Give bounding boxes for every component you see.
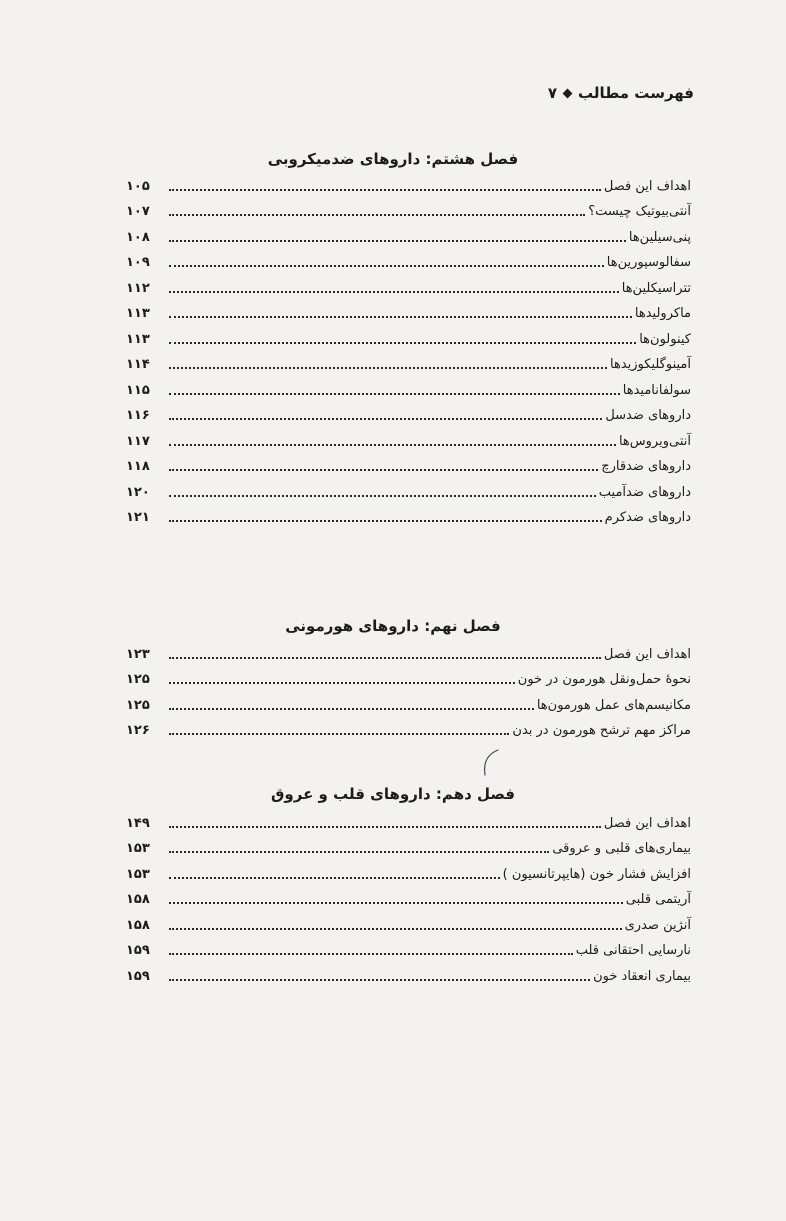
dot-leader <box>169 342 636 344</box>
entry-title: اهداف این فصل <box>603 815 691 831</box>
toc-entry <box>126 399 691 425</box>
dot-leader <box>169 682 515 684</box>
toc-entry <box>126 714 691 740</box>
chapter-title: فصل دهم: داروهای قلب و عروق <box>271 785 515 803</box>
toc-entry <box>126 637 691 663</box>
entry-title: مکانیسم‌های عمل هورمون‌ها <box>536 697 691 713</box>
entry-page-number: ۱۵۳ <box>126 866 150 882</box>
entry-page-number: ۱۰۵ <box>126 178 150 194</box>
dot-leader <box>169 928 622 930</box>
dot-leader <box>169 826 601 828</box>
chapter-title: فصل هشتم: داروهای ضدمیکروبی <box>267 150 519 168</box>
entry-page-number: ۱۱۳ <box>126 306 150 321</box>
dot-leader <box>169 189 601 191</box>
entry-page-number: ۱۲۵ <box>126 672 150 687</box>
entry-title: آریتمی قلبی <box>625 892 691 907</box>
entry-title: افزایش فشار خون (هایپرتانسیون ) <box>502 866 691 882</box>
toc-entry <box>126 424 691 450</box>
entry-page-number: ۱۴۹ <box>126 815 150 831</box>
toc-entry <box>126 322 691 348</box>
toc-entry <box>126 450 691 476</box>
toc-list <box>126 637 691 739</box>
entry-page-number: ۱۵۹ <box>126 943 150 958</box>
entry-page-number: ۱۰۷ <box>126 204 150 219</box>
dot-leader <box>169 418 602 420</box>
toc-entry <box>126 959 691 985</box>
toc-entry <box>126 857 691 883</box>
toc-entry <box>126 195 691 221</box>
dot-leader <box>169 851 549 853</box>
toc-entry <box>126 832 691 858</box>
entry-page-number: ۱۲۵ <box>126 697 150 713</box>
diamond-icon <box>563 89 573 99</box>
dot-leader <box>169 291 619 293</box>
entry-page-number: ۱۵۸ <box>126 917 150 933</box>
chapter-title: فصل نهم: داروهای هورمونی <box>285 617 501 635</box>
entry-page-number: ۱۰۹ <box>126 255 150 270</box>
entry-title: اهداف این فصل <box>603 178 691 194</box>
entry-title: داروهای ضدکرم <box>604 510 691 525</box>
dot-leader <box>169 240 626 242</box>
entry-page-number: ۱۵۸ <box>126 892 150 907</box>
toc-entry <box>126 373 691 399</box>
entry-title: بیماری انعقاد خون <box>593 968 691 984</box>
dot-leader <box>169 393 620 395</box>
dot-leader <box>169 214 585 216</box>
entry-title: تتراسیکلین‌ها <box>621 280 691 296</box>
dot-leader <box>169 265 604 267</box>
entry-title: اهداف این فصل <box>603 646 691 662</box>
dot-leader <box>169 979 590 981</box>
entry-page-number: ۱۲۰ <box>126 484 150 500</box>
entry-page-number: ۱۰۸ <box>126 229 150 245</box>
entry-title: نارسایی احتقانی قلب <box>575 943 691 958</box>
dot-leader <box>169 444 616 446</box>
toc-entry <box>126 169 691 195</box>
entry-title: آنژین صدری <box>624 917 691 933</box>
entry-title: پنی‌سیلین‌ها <box>628 229 691 245</box>
entry-title: بیماری‌های قلبی و عروقی <box>552 841 691 856</box>
entry-page-number: ۱۱۴ <box>126 357 150 372</box>
toc-entry <box>126 297 691 323</box>
toc-entry <box>126 271 691 297</box>
dot-leader <box>169 367 607 369</box>
entry-page-number: ۱۱۲ <box>126 280 150 296</box>
header-page-number: ۷ <box>547 84 558 102</box>
entry-title: آنتی‌ویروس‌ها <box>618 433 691 449</box>
entry-title: داروهای ضدقارچ <box>601 459 691 474</box>
dot-leader <box>169 877 500 879</box>
entry-title: ماکرولیدها <box>634 306 691 321</box>
entry-page-number: ۱۲۱ <box>126 510 150 525</box>
entry-page-number: ۱۱۵ <box>126 382 150 398</box>
dot-leader <box>169 316 632 318</box>
header-label: فهرست مطالب <box>578 84 694 102</box>
entry-page-number: ۱۱۶ <box>126 408 150 423</box>
dot-leader <box>169 469 598 471</box>
toc-entry <box>126 501 691 527</box>
toc-entry <box>126 688 691 714</box>
entry-title: مراکز مهم ترشح هورمون در بدن <box>512 723 691 738</box>
toc-entry <box>126 348 691 374</box>
dot-leader <box>169 708 534 710</box>
toc-list <box>126 806 691 985</box>
entry-title: سفالوسپورین‌ها <box>606 255 691 270</box>
dot-leader <box>169 953 573 955</box>
dot-leader <box>169 520 602 522</box>
entry-title: آنتی‌بیوتیک چیست؟ <box>588 204 691 219</box>
entry-title: داروهای ضدسل <box>605 408 691 423</box>
dot-leader <box>169 733 509 735</box>
toc-entry <box>126 475 691 501</box>
toc-entry <box>126 663 691 689</box>
entry-title: آمینوگلیکوزیدها <box>610 357 691 372</box>
entry-page-number: ۱۲۶ <box>126 723 150 738</box>
entry-page-number: ۱۵۳ <box>126 841 150 856</box>
dot-leader <box>169 657 601 659</box>
entry-title: کینولون‌ها <box>639 331 691 347</box>
pen-mark-icon <box>480 748 502 778</box>
entry-page-number: ۱۱۸ <box>126 459 150 474</box>
entry-page-number: ۱۱۳ <box>126 331 150 347</box>
entry-title: نحوهٔ حمل‌ونقل هورمون در خون <box>517 672 691 687</box>
entry-page-number: ۱۲۳ <box>126 646 150 662</box>
running-header <box>548 84 694 102</box>
dot-leader <box>169 495 596 497</box>
toc-entry <box>126 246 691 272</box>
entry-page-number: ۱۵۹ <box>126 968 150 984</box>
entry-title: سولفانامیدها <box>622 382 691 398</box>
toc-entry <box>126 934 691 960</box>
entry-page-number: ۱۱۷ <box>126 433 150 449</box>
entry-title: داروهای ضدآمیب <box>598 484 691 500</box>
toc-entry <box>126 220 691 246</box>
dot-leader <box>169 902 623 904</box>
toc-entry <box>126 908 691 934</box>
toc-entry <box>126 806 691 832</box>
toc-list <box>126 169 691 526</box>
toc-entry <box>126 883 691 909</box>
